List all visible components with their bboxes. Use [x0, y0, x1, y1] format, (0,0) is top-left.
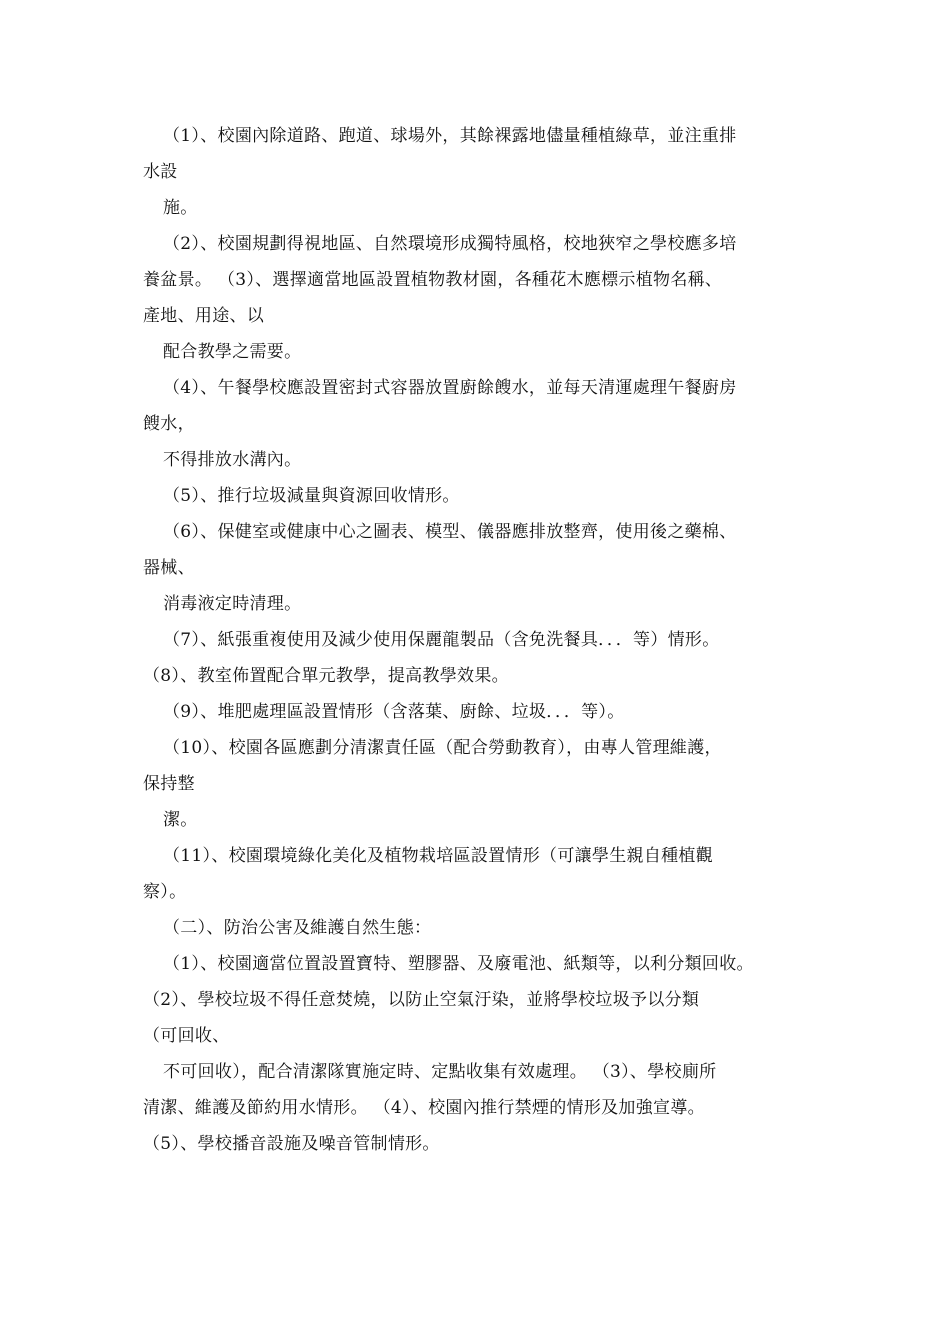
text-line-19: 保持整	[143, 774, 195, 794]
text-line-27: 不可回收），配合清潔隊實施定時、定點收集有效處理。 （3）、學校廁所	[163, 1062, 717, 1082]
text-line-20: 潔。	[163, 810, 198, 830]
text-line-2: 水設	[143, 162, 178, 182]
text-line-4: （2）、校園規劃得視地區、自然環境形成獨特風格，校地狹窄之學校應多培	[163, 234, 737, 254]
text-line-24: （1）、校園適當位置設置寶特、塑膠器、及廢電池、紙類等，以利分類回收。	[163, 954, 754, 974]
text-line-7: 配合教學之需要。	[163, 342, 302, 362]
text-line-13: 器械、	[143, 558, 195, 578]
text-line-29: （5）、學校播音設施及噪音管制情形。	[143, 1134, 440, 1154]
text-line-26: （可回收、	[143, 1026, 230, 1046]
text-line-8: （4）、午餐學校應設置密封式容器放置廚餘餿水，並每天清運處理午餐廚房	[163, 378, 737, 398]
text-line-28: 清潔、維護及節約用水情形。 （4）、校園內推行禁煙的情形及加強宣導。	[143, 1098, 705, 1118]
text-line-14: 消毒液定時清理。	[163, 594, 302, 614]
text-line-11: （5）、推行垃圾減量與資源回收情形。	[163, 486, 460, 506]
text-line-1: （1）、校園內除道路、跑道、球場外，其餘裸露地儘量種植綠草，並注重排	[163, 126, 737, 146]
text-line-5: 養盆景。 （3）、選擇適當地區設置植物教材園，各種花木應標示植物名稱、	[143, 270, 723, 290]
text-line-17: （9）、堆肥處理區設置情形（含落葉、廚餘、垃圾．．．等）。	[163, 702, 625, 722]
text-line-16: （8）、教室佈置配合單元教學，提高教學效果。	[143, 666, 509, 686]
text-line-18: （10）、校園各區應劃分清潔責任區（配合勞動教育），由專人管理維護，	[163, 738, 722, 758]
text-line-9: 餿水，	[143, 414, 195, 434]
text-line-12: （6）、保健室或健康中心之圖表、模型、儀器應排放整齊，使用後之藥棉、	[163, 522, 737, 542]
text-line-25: （2）、學校垃圾不得任意焚燒，以防止空氣汙染，並將學校垃圾予以分類	[143, 990, 700, 1010]
text-line-21: （11）、校園環境綠化美化及植物栽培區設置情形（可讓學生親自種植觀	[163, 846, 714, 866]
text-line-15: （7）、紙張重複使用及減少使用保麗龍製品（含免洗餐具．．．等）情形。	[163, 630, 720, 650]
text-line-10: 不得排放水溝內。	[163, 450, 302, 470]
text-line-6: 產地、用途、以	[143, 306, 265, 326]
text-line-23: （二）、防治公害及維護自然生態：	[163, 918, 432, 938]
text-line-3: 施。	[163, 198, 198, 218]
text-line-22: 察）。	[143, 882, 187, 902]
